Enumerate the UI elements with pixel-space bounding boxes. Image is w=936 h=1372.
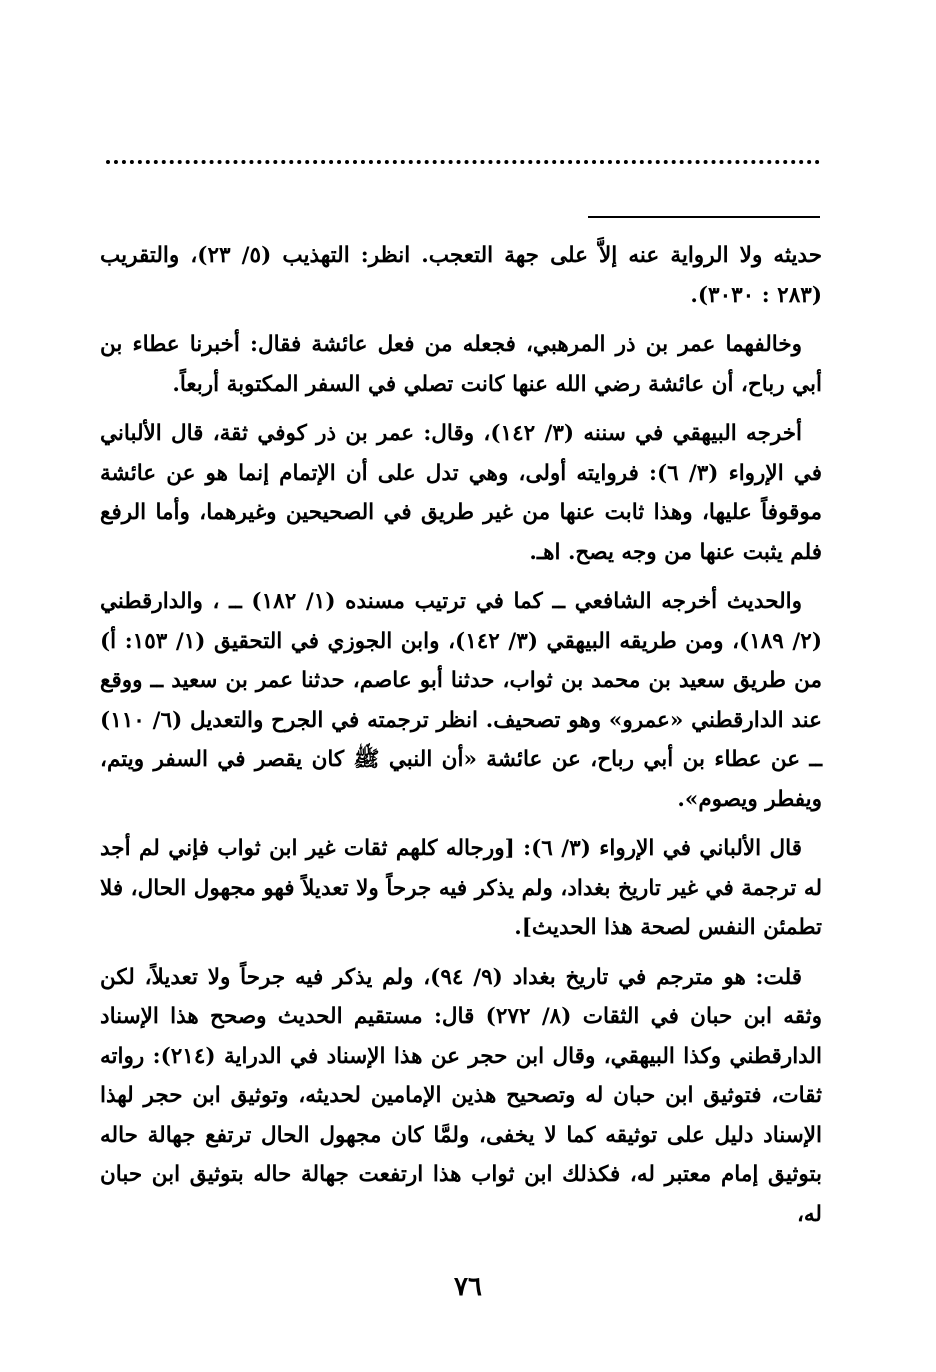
page-number: ٧٦ [454,1272,482,1302]
footnotes-section [100,236,822,1244]
footnote-paragraph: قلت: هو مترجم في تاريخ بغداد (٩/ ٩٤)، ولم يذكر فيه جرحاً ولا تعديلاً، لكن وثقه ابن حبان في الثقات (٨/ ٢٧٢) قال: مستقيم الحديث وصحح هذا الإسناد الدارقطني وكذا البيهقي، وقال ابن حجر عن هذا الإسناد في الدراية (٢١٤): رواته ثقات، فتوثيق ابن حبان له وتصحيح هذين الإمامين لحديثه، وتوثيق ابن حجر لهذا الإسناد دليل على توثيقه كما لا يخفى، ولمَّا كان مجهول الحال ترتفع جهالة حاله بتوثيق إمام معتبر له، فكذلك ابن ثواب هذا ارتفعت جهالة حاله بتوثيق ابن حبان له، [100,964,822,1227]
footnote-paragraph: قال الألباني في الإرواء (٣/ ٦): [ورجاله كلهم ثقات غير ابن ثواب فإني لم أجد له ترجمة في غير تاريخ بغداد، ولم يذكر فيه جرحاً ولا تعديلاً فهو مجهول الحال، فلا تطمئن النفس لصحة هذا الحديث]. [100,836,822,940]
footnote-separator [588,216,820,218]
footnote-paragraph: أخرجه البيهقي في سننه (٣/ ١٤٢)، وقال: عمر بن ذر كوفي ثقة، قال الألباني في الإرواء (٣/ ٦): فروايته أولى، وهي تدل على أن الإتمام إنما هو عن عائشة موقوفاً عليها، وهذا ثابت عنها من غير طريق في الصحيحين وغيرهما، وأما الرفع فلم يثبت عنها من وجه يصح. اهـ. [100,421,822,565]
footnote-paragraph: حديثه ولا الرواية عنه إلاَّ على جهة التعجب. انظر: التهذيب (٥/ ٢٣)، والتقريب (٢٨٣ : ٣٠٣٠). [100,243,823,308]
footnote-paragraph: والحديث أخرجه الشافعي ــ كما في ترتيب مسنده (١/ ١٨٢) ــ ، والدارقطني (٢/ ١٨٩)، ومن طريقه البيهقي (٣/ ١٤٢)، وابن الجوزي في التحقيق (١/ ١٥٣: أ) من طريق سعيد بن محمد بن ثواب، حدثنا أبو عاصم، حدثنا عمر بن سعيد ــ ووقع عند الدارقطني «عمرو» وهو تصحيف. انظر ترجمته في الجرح والتعديل (٦/ ١١٠) ــ عن عطاء بن أبي رباح، عن عائشة «أن النبي ﷺ كان يقصر في السفر ويتم، ويفطر ويصوم». [100,589,823,812]
footnote-paragraph: وخالفهما عمر بن ذر المرهبي، فجعله من فعل عائشة فقال: أخبرنا عطاء بن أبي رباح، أن عائشة رضي الله عنها كانت تصلي في السفر المكتوبة أربعاً. [100,332,822,397]
dotted-separator [106,160,820,164]
